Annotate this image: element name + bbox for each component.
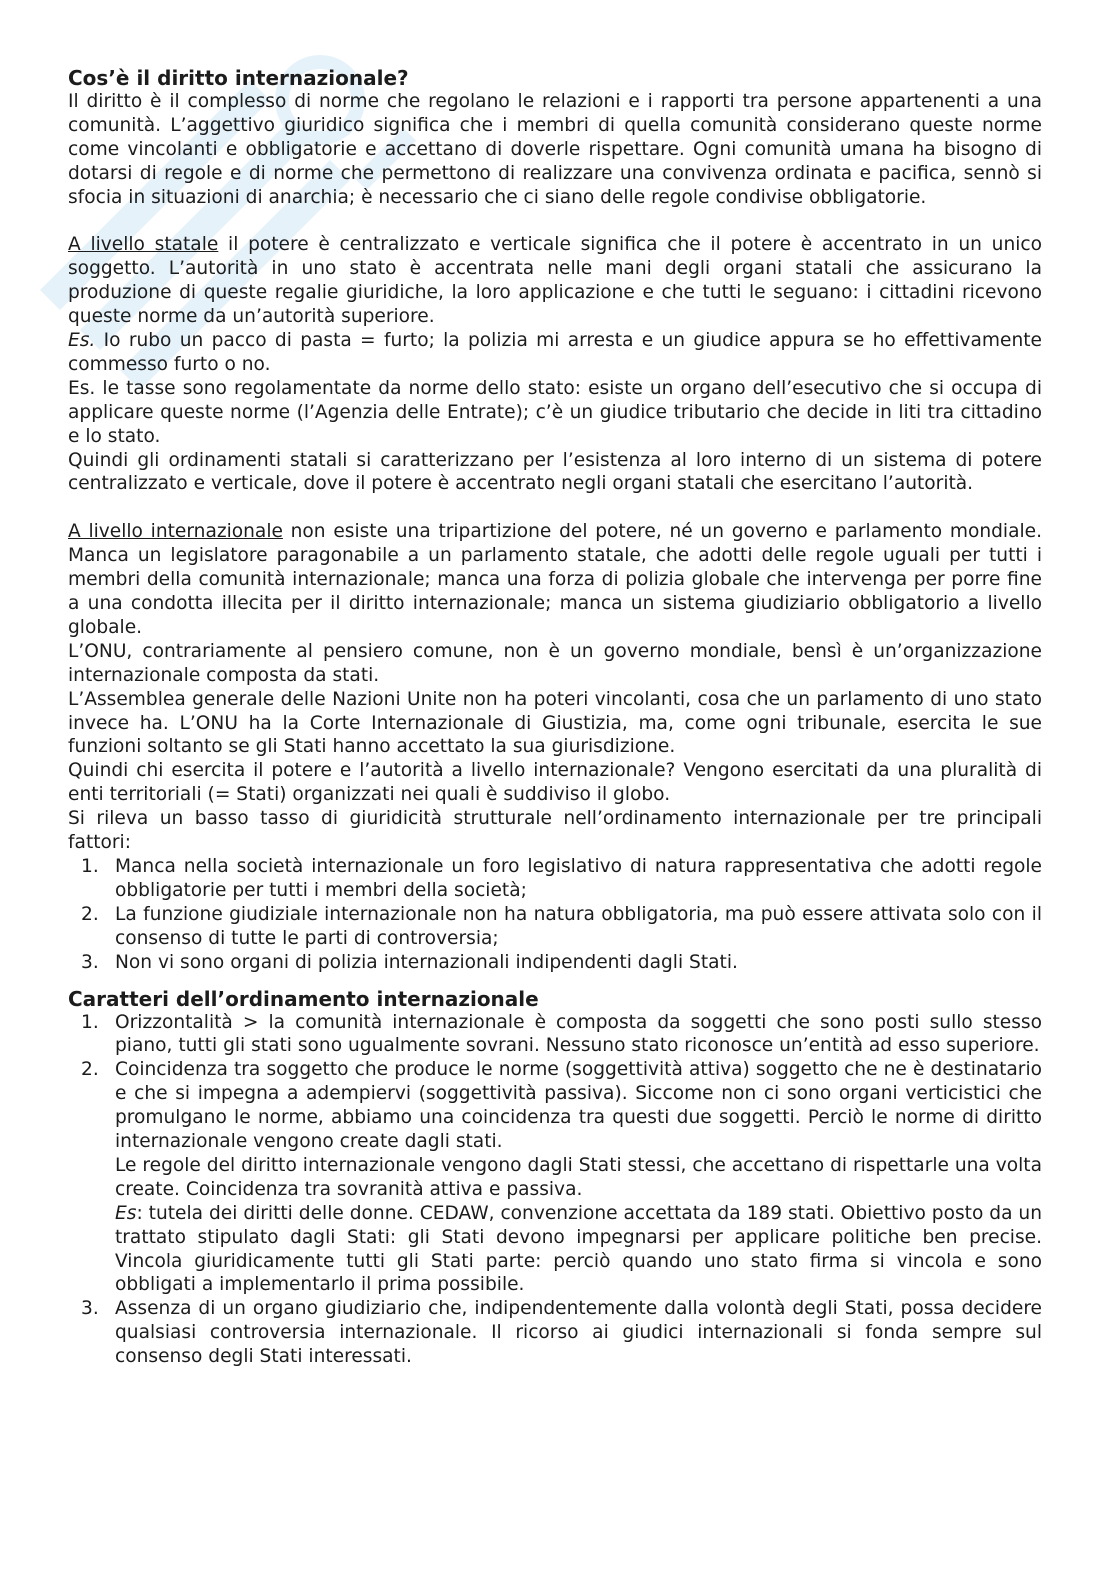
rileva-paragraph: Si rileva un basso tasso di giuridicità strutturale nell’ordinamento internazionale per tre principali fattori:: [68, 808, 1042, 854]
statale-conclusion: Quindi gli ordinamenti statali si caratterizzano per l’esistenza al loro interno di un sistema di potere centralizzato e verticale, dove il potere è accentrato negli organi statali che esercitano l’autorità.: [68, 449, 1042, 495]
statale-example-1: [68, 329, 1042, 377]
es-label: Es: [115, 1202, 137, 1224]
list-item: 3. Non vi sono organi di polizia internazionali indipendenti dagli Stati.: [81, 951, 738, 973]
caratteri-list: [68, 1011, 1042, 1370]
statale-label: A livello statale: [68, 234, 219, 256]
internazionale-text: non esiste una tripartizione del potere, né un governo e parlamento mondiale. Manca un legislatore paragonabile a un parlamento statale, che adotti delle regole uguali per tutti i membri della comunità internazionale; manca una forza di polizia globale che intervenga per porre fine a una condotta illecita per il diritto internazionale; manca un sistema giudiziario obbligatorio a livello globale.: [68, 521, 1042, 638]
assemblea-paragraph: L’Assemblea generale delle Nazioni Unite non ha poteri vincolanti, cosa che un parlamento di uno stato invece ha. L’ONU ha la Corte Internazionale di Giustizia, ma, come ogni tribunale, esercita le sue funzioni soltanto se gli Stati hanno accettato la sua giurisdizione.: [68, 688, 1042, 758]
statale-example-2: Es. le tasse sono regolamentate da norme dello stato: esiste un organo dell’esecutivo che si occupa di applicare queste norme (l’Agenzia delle Entrate); c’è un giudice tributario che decide in liti tra cittadino e lo stato.: [68, 377, 1042, 447]
intro-paragraph: Il diritto è il complesso di norme che regolano le relazioni e i rapporti tra persone appartenenti a una comunità. L’aggettivo giuridico significa che i membri di quella comunità considerano queste norme come vincolanti e obbligatorie e accettano di doverle rispettare. Ogni comunità umana ha bisogno di dotarsi di regole e di norme che permettono di realizzare una convivenza ordinata e pacifica, sennò si sfocia in situazioni di anarchia; è necessario che ci siano delle regole condivise obbligatorie.: [68, 91, 1042, 208]
statale-text: il potere è centralizzato e verticale significa che il potere è accentrato in un unico soggetto. L’autorità in uno stato è accentrata nelle mani degli organi statali che assicurano la produzione di queste regalie giuridiche, la loro applicazione e che tutti le seguano: i cittadini ricevono queste norme da un’autorità superiore.: [68, 234, 1043, 328]
list-item: 2. Coincidenza tra soggetto che produce le norme (soggettività attiva) soggetto che ne è destinatario e che si impegna a adempiervi (soggettività passiva). Siccome non ci sono organi verticistici che promulgano le norme, abbiamo una coincidenza tra questi due soggetti. Perciò le norme di diritto internazionale vengono create dagli stati. Le regole del diritto internazionale vengono dagli Stati stessi, che accettano di rispettarle una volta create. Coincidenza tra sovranità attiva e passiva. Es: tutela dei diritti delle donne. CEDAW, convenzione accettata da 189 stati. Obiettivo posto da un trattato stipulato dagli Stati: gli Stati devono impegnarsi per applicare politiche ben precise. Vincola giuridicamente tutti gli Stati parte: perciò quando uno stato firma si vincola e sono obbligati a implementarlo il prima possibile.: [81, 1059, 1042, 1296]
internazionale-label: A livello internazionale: [68, 521, 283, 543]
factors-list: [68, 855, 1042, 975]
document-page: [68, 66, 1042, 1369]
quindi-paragraph: Quindi chi esercita il potere e l’autorità a livello internazionale? Vengono esercitati da una pluralità di enti territoriali (= Stati) organizzati nei quali è suddiviso il globo.: [68, 760, 1042, 806]
heading-diritto-internazionale: Cos’è il diritto internazionale?: [68, 66, 409, 90]
es-label: Es.: [68, 330, 96, 352]
list-item: 2. La funzione giudiziale internazionale non ha natura obbligatoria, ma può essere attivata solo con il consenso di tutte le parti di controversia;: [81, 903, 1042, 949]
heading-caratteri: Caratteri dell’ordinamento internazionale: [68, 986, 539, 1011]
es-text: Io rubo un pacco di pasta = furto; la polizia mi arresta e un giudice appura se ho effettivamente commesso furto o no.: [68, 330, 1042, 375]
list-item: 1. Manca nella società internazionale un foro legislativo di natura rappresentativa che adotti regole obbligatorie per tutti i membri della società;: [81, 855, 1042, 901]
list-item: 3. Assenza di un organo giudiziario che, indipendentemente dalla volontà degli Stati, possa decidere qualsiasi controversia internazionale. Il ricorso ai giudici internazionali si fonda sempre sul consenso degli Stati interessati.: [81, 1298, 1042, 1368]
internazionale-paragraph: [68, 520, 1042, 640]
statale-paragraph: [68, 233, 1042, 329]
onu-paragraph: L’ONU, contrariamente al pensiero comune, non è un governo mondiale, bensì è un’organizzazione internazionale composta da stati.: [68, 640, 1042, 686]
list-item: 1. Orizzontalità > la comunità internazionale è composta da soggetti che sono posti sullo stesso piano, tutti gli stati sono ugualmente sovrani. Nessuno stato riconosce un’entità ad esso superiore.: [81, 1011, 1042, 1057]
